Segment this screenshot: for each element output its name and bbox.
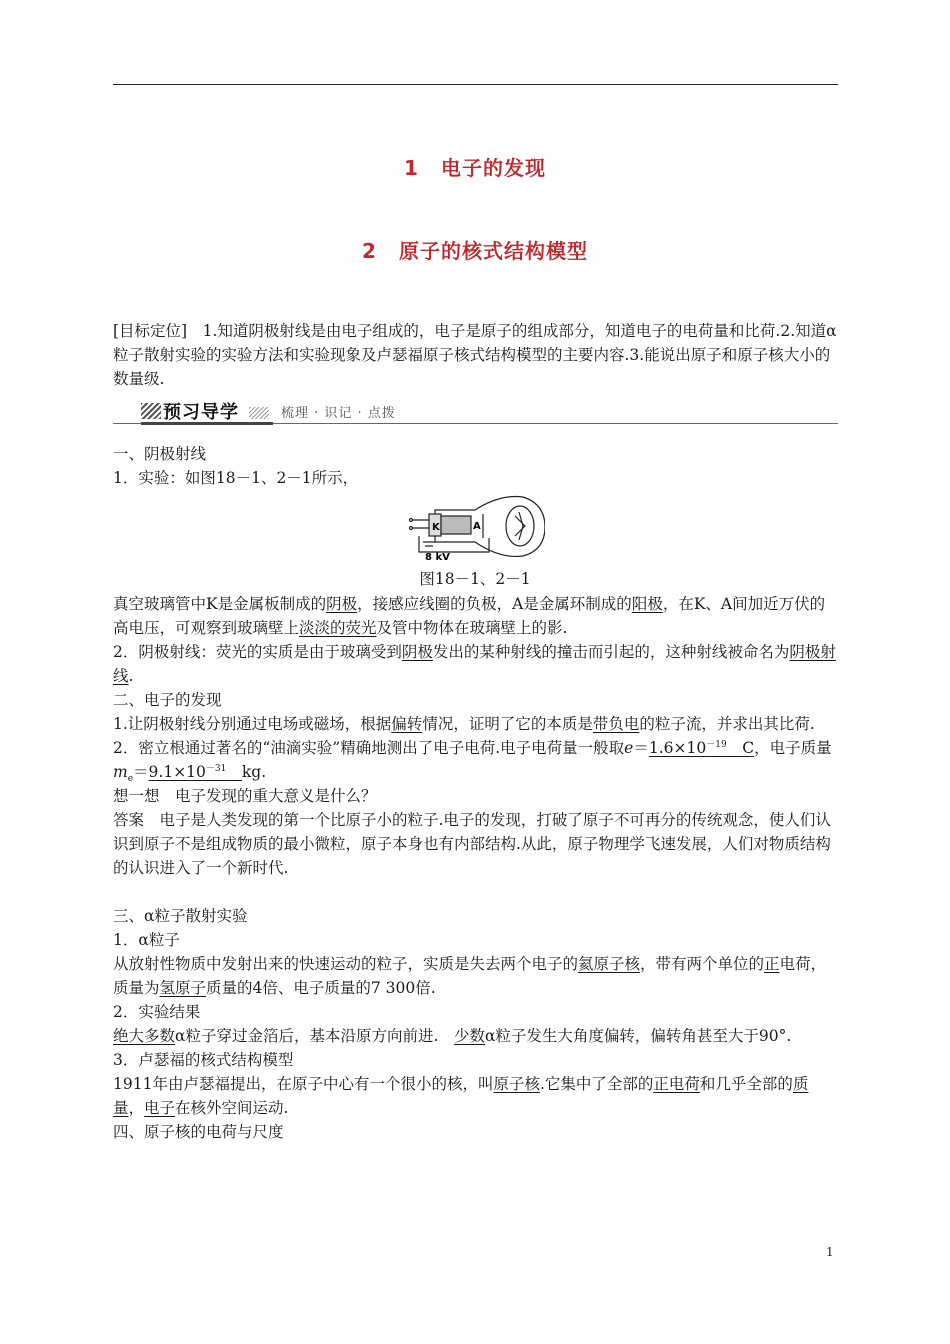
battery-symbol: [423, 542, 435, 546]
title-section-1: [0, 152, 950, 181]
text: ，电子质量: [754, 739, 832, 757]
page-number: 1: [826, 1245, 834, 1259]
blank-answer: 原子核: [493, 1075, 540, 1093]
shadow-cross: [515, 512, 525, 540]
electrode-coil: [441, 516, 471, 534]
section-1-paragraph-2: [113, 640, 838, 688]
text: ，接感应线圈的负极，A是金属环制成的: [357, 595, 632, 613]
text: ，: [128, 1099, 145, 1117]
exponent: －19: [706, 739, 727, 750]
blank-answer: 质量: [113, 1075, 809, 1117]
title-1-number: 1: [404, 156, 419, 180]
text: α粒子穿过金箔后，基本沿原方向前进.: [175, 1027, 439, 1045]
text: 的粒子流，并求出其比荷.: [639, 715, 815, 733]
title-2-number: 2: [362, 239, 377, 263]
value: 9.1×10: [148, 763, 206, 781]
banner-label-underline: [141, 422, 273, 425]
blank-answer: 绝大多数: [113, 1027, 176, 1045]
title-1-text: 电子的发现: [440, 156, 546, 180]
subscript: e: [127, 774, 134, 785]
section-3-heading: 三、α粒子散射实验: [113, 907, 248, 925]
title-section-2: [0, 235, 950, 264]
blank-answer: 偏转: [391, 715, 423, 733]
text: 2．阴极射线：荧光的实质是由于玻璃受到: [113, 643, 402, 661]
exponent: －31: [205, 763, 227, 774]
title-2-text: 原子的核式结构模型: [398, 239, 588, 263]
section-1-heading: 一、阴极射线: [113, 445, 207, 463]
text: ，带有两个单位的: [640, 955, 765, 973]
section-3-paragraph-3: [113, 1072, 838, 1120]
text: 2．密立根通过著名的“油滴实验”精确地测出了电子电荷.电子电荷量一般取: [113, 739, 625, 757]
text: 和几乎全部的: [699, 1075, 793, 1093]
figure-caption: 图18－1、2－1: [419, 570, 531, 588]
screen-ellipse: [506, 506, 534, 546]
text: ，在K、A间加近万伏的高电压，可观察到玻璃壁上: [113, 595, 826, 637]
text: .它集中了全部的: [539, 1075, 654, 1093]
blank-answer: 带负电: [592, 715, 640, 733]
section-2-paragraph-2: [113, 736, 838, 784]
objectives-text: 1.知道阴极射线是由电子组成的，电子是原子的组成部分，知道电子的电荷量和比荷.2.知道α粒子散射实验的实验方法和实验现象及卢瑟福原子核式结构模型的主要内容.3.能说出原子和原子核大小的数量级.: [113, 322, 837, 388]
text: ＝: [133, 763, 149, 781]
section-4-heading: 四、原子核的电荷与尺度: [113, 1123, 284, 1141]
text: ＝: [633, 739, 649, 757]
text: 质量的4倍、电子质量的7 300倍.: [206, 979, 436, 997]
label-k: K: [432, 522, 440, 533]
blank-answer: 少数: [453, 1027, 485, 1045]
spacer: [113, 880, 838, 904]
section-1-body: [113, 592, 838, 1144]
section-2-heading: 二、电子的发现: [113, 691, 222, 709]
answer-paragraph: 答案 电子是人类发现的第一个比原子小的粒子.电子的发现，打破了原子不可再分的传统观念，使人们认识到原子不是组成物质的最小微粒，原子本身也有内部结构.从此，原子物理学飞速发展，人们对物质结构的认识进入了一个新时代.: [113, 811, 831, 877]
banner-stripes-icon: [141, 403, 161, 419]
blank-answer: 阴极射线: [113, 643, 836, 685]
header-rule: [113, 84, 838, 85]
text: 情况，证明了它的本质是: [422, 715, 593, 733]
text: .: [128, 667, 134, 685]
text: 1.让阴极射线分别通过电场或磁场，根据: [113, 715, 392, 733]
blank-answer: 阴极: [401, 643, 433, 661]
blank-answer-mass: [149, 763, 242, 781]
section-3-item-1: 1．α粒子: [113, 931, 180, 949]
section-1-intro: [113, 442, 838, 490]
text: 在核外空间运动.: [175, 1099, 289, 1117]
section-3-item-3: 3．卢瑟福的核式结构模型: [113, 1051, 294, 1069]
label-voltage: 8 kV: [425, 552, 450, 562]
text: .: [261, 763, 267, 781]
terminal-2: [410, 527, 413, 530]
unit: C: [742, 739, 755, 757]
blank-answer: 正: [764, 955, 780, 973]
objectives-label: [目标定位]: [113, 322, 188, 340]
label-a: A: [473, 521, 481, 532]
value: 1.6×10: [648, 739, 707, 757]
symbol-e: e: [624, 739, 634, 757]
text: 真空玻璃管中K是金属板制成的: [113, 595, 327, 613]
section-3-paragraph-1: [113, 952, 838, 1000]
section-1-paragraph-1: [113, 592, 838, 640]
blank-answer: 淡淡的荧光: [299, 619, 377, 637]
banner-triangle-icon: [249, 407, 269, 419]
text: 从放射性物质中发射出来的快速运动的粒子，实质是失去两个电子的: [113, 955, 579, 973]
objectives-paragraph: [113, 319, 838, 391]
text: 发出的某种射线的撞击而引起的，这种射线被命名为: [432, 643, 790, 661]
section-3-paragraph-2: [113, 1024, 838, 1048]
objectives: [113, 319, 838, 391]
section-1-item-1: 1．实验：如图18－1、2－1所示，: [113, 469, 359, 487]
section-2-paragraph-1: [113, 712, 838, 736]
blank-answer-charge: [649, 739, 754, 757]
think-question: 想一想 电子发现的重大意义是什么？: [113, 787, 377, 805]
cathode-ray-tube-figure: [405, 492, 545, 562]
unit: kg: [241, 763, 262, 781]
blank-answer: 正电荷: [653, 1075, 700, 1093]
blank-answer: 氦原子核: [578, 955, 641, 973]
text: 及管中物体在玻璃壁上的影.: [376, 619, 568, 637]
blank-answer: 阳极: [631, 595, 663, 613]
section-3-item-2: 2．实验结果: [113, 1003, 201, 1021]
terminal-1: [410, 519, 413, 522]
blank-answer: 氢原子: [159, 979, 207, 997]
blank-answer: 阴极: [326, 595, 358, 613]
text: 电荷，质量为: [113, 955, 827, 997]
blank-answer: 电子: [144, 1099, 176, 1117]
symbol-m: m: [113, 763, 128, 781]
text: α粒子发生大角度偏转，偏转角甚至大于90°.: [484, 1027, 792, 1045]
text: 1911年由卢瑟福提出，在原子中心有一个很小的核，叫: [113, 1075, 494, 1093]
preview-banner: [113, 399, 838, 425]
banner-label: 预习导学: [163, 402, 239, 423]
banner-subtitle: 梳理 · 识记 · 点拨: [281, 406, 396, 421]
